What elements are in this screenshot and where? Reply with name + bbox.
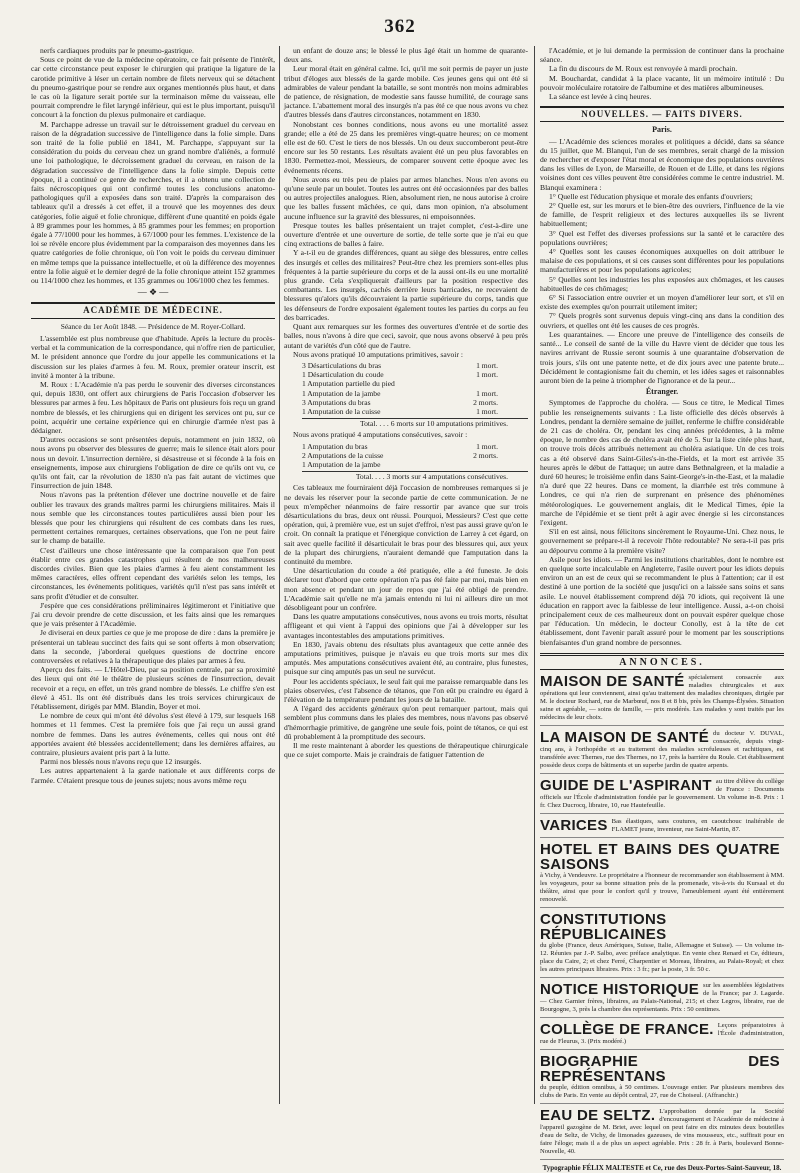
printer-credit: Typographie FÉLIX MALTESTE et Ce, rue des Deux-Portes-Saint-Sauveur, 18. bbox=[542, 1164, 782, 1172]
paragraph: 7° Quels progrès sont survenus depuis vingt-cinq ans dans la condition des ouvriers, et quelles ont été les causes de ces progrès. bbox=[540, 311, 784, 330]
paragraph: Les quarantaines. — Encore une preuve de l'intelligence des conseils de santé... Le conseil de santé de la ville du Havre vient de décider que tous les navires arrivant de Russie seront soumis à une quarantaine d'observation de trois jours, s'ils ont une patente nette, et de dix jours avec une patente brute... Décidément le contagionisme fait du chemin, et les idées sages et raisonnables auront bien de la peine à triompher de l'ignorance et de la peur... bbox=[540, 329, 784, 385]
paragraph: La fin du discours de M. Roux est renvoyée à mardi prochain. bbox=[549, 64, 738, 74]
ad-title: HOTEL ET BAINS DES QUATRE SAISONS bbox=[540, 841, 780, 873]
ad-title: EAU DE SELTZ. bbox=[540, 1107, 656, 1124]
table-row bbox=[302, 361, 528, 370]
ad-text: spécialement consacrée aux maladies chirurgicales et aux opérations qui leur conviennent, ainsi qu'au traitement des maladies chroniques, dirigée par M. le docteur Rochard, rue de Marbœuf, nos 8 et 8 bis, près les Champs-Élysées. Situation saine et agréable, — soins de famille, — prix modérés. Les malades y sont traités par les médecins de leur choix. bbox=[540, 674, 784, 721]
paragraph: Une désarticulation du coude a été pratiquée, elle a été funeste. Je dois déclarer tout d'abord que cette opération n'a pas été faite par moi, mais bien en mon absence et pendant un jour de repos que j'ai été obligé de prendre. L'Académie sait qu'elle ne m'a jamais entendu ni lui ni ailleurs dire un mot désobligeant pour un confrère. bbox=[284, 566, 528, 612]
column-divider bbox=[534, 46, 535, 1104]
advertisement bbox=[540, 982, 784, 1018]
secondary-intro: Nous avons pratiqué 4 amputations consécutives, savoir : bbox=[293, 430, 468, 440]
paragraph: L'assemblée est plus nombreuse que d'habitude. Après la lecture du procès-verbal et la communication de la correspondance, qui n'offre rien de particulier, M. le président annonce que l'ordre du jour appelle les communications et la discussion sur les plaies d'armes à feu. M. Roux, premier orateur inscrit, est invité à monter à la tribune. bbox=[31, 333, 275, 380]
table-row bbox=[302, 379, 528, 388]
paragraph: Aperçu des faits. — L'Hôtel-Dieu, par sa position centrale, par sa proximité des lieux qui ont été le théâtre de plusieurs scènes de l'insurrection, devait recevoir et a reçu, en effet, un très grand nombre de blessés. Le chiffre s'en est élevé à 451. Ils ont été distribués dans les trois services chirurgicaux de l'établissement, dirigés par MM. Blandin, Boyer et moi. bbox=[31, 665, 275, 712]
row-label: 1 Amputation de la jambe bbox=[302, 459, 381, 469]
paragraph: M. Bouchardat, candidat à la place vacante, lit un mémoire intitulé : Du pouvoir moléculaire rotatoire de l'albumine et des matières albumineuses. bbox=[540, 73, 784, 92]
ornament-divider: — ❖ — bbox=[137, 287, 169, 298]
row-label: 1 Amputation partielle du pied bbox=[302, 379, 395, 389]
amputation-table-primary bbox=[302, 361, 528, 416]
paragraph: La séance est levée à cinq heures. bbox=[549, 92, 652, 102]
row-value: 1 mort. bbox=[476, 406, 498, 416]
row-label: 1 Désarticulation du coude bbox=[302, 370, 384, 380]
paragraph: Pour les accidents spéciaux, le seul fait qui me paraisse remarquable dans les plaies observées, c'est l'absence de tétanos, que l'on eût pu craindre eu égard à l'élévation de la température pendant les jours de la bataille. bbox=[284, 676, 528, 705]
ad-title: LA MAISON DE SANTÉ bbox=[540, 729, 710, 746]
ad-text: du peuple, édition omnibus, à 50 centimes. L'ouvrage entier. Par plusieurs membres des clubs de Paris. En vente au dépôt central, 27, rue de Choiseul. (Affranchir.) bbox=[540, 1084, 784, 1099]
paragraph: Nous avons pratiqué 10 amputations primitives, savoir : bbox=[293, 349, 463, 359]
paragraph: En 1830, j'avais obtenu des résultats plus avantageux que cette année des amputations primitives, puisque je n'avais eu que trois morts sur mes dix amputés. Mes amputations consécutives avaient été, au contraire, plus funestes, puisque sur cinq amputés pas un seul ne survécut. bbox=[284, 639, 528, 677]
ad-text: à Vichy, à Vendeuvre. Le propriétaire a l'honneur de recommander son établissement à MM. les voyageurs, pour sa bonne situation près de la promenade, vis-à-vis du Kursaal et du théâtre, ainsi que pour le confort qu'il y trouve, l'ameublement ayant été entièrement renouvelé. bbox=[540, 872, 784, 903]
row-label: 3 Désarticulations du bras bbox=[302, 360, 382, 370]
column-1 bbox=[31, 46, 275, 1104]
row-value: 1 mort. bbox=[476, 388, 498, 398]
advertisement bbox=[540, 912, 784, 978]
subsection-paris: Paris. bbox=[652, 125, 672, 135]
advertisement bbox=[540, 730, 784, 774]
column-3 bbox=[540, 46, 784, 1172]
paragraph: un enfant de douze ans; le blessé le plus âgé était un homme de quarante-deux ans. bbox=[284, 46, 528, 65]
table-row bbox=[302, 398, 528, 407]
paragraph: Asile pour les idiots. — Parmi les institutions charitables, dont le nombre est en quelque sorte incalculable en Angleterre, l'asile ouvert pour les idiots depuis environ un an est de ceux qui se recommandent le plus à l'attention; car il est destiné à une portion de la société que jusqu'ici on a laissée sans soins et sans asile. Le nouvel établissement comprend déjà 70 idiots, qui reçoivent là une éducation en rapport avec la faiblesse de leur intelligence. Aussi, a-t-on choisi principalement ceux de ces malheureux dont on pouvait espérer quelque chose par l'éducation. Un médecin, le docteur Conolly, est à la tête de cet établissement, dont l'avenir paraît assuré pour le moment par les souscriptions bienfaisantes d'un grand nombre de personnes. bbox=[540, 554, 784, 647]
advertisement bbox=[540, 674, 784, 726]
ad-text: du globe (France, deux Amériques, Suisse, Italie, Allemagne et Suisse). — Un volume in-12. Réunies par J.-P. Salbo, avec préface analytique. En vente chez Renard et Ce, éditeurs, place du Caire, 2; et chez Ferré, Charpentier et Moreau, libraires, au Palais-Royal; et chez les autres principaux libraires. Prix : 3 fr.; par la poste, 3 fr. 50 c. bbox=[540, 942, 784, 973]
paragraph: 5° Quelles sont les industries les plus exposées aux chômages, et les causes habituelles de ces chômages; bbox=[540, 274, 784, 293]
ad-text: L'approbation donnée par la Société d'encouragement et l'Académie de médecine à l'appareil gazogène de M. Briet, avec lequel on peut faire en dix minutes deux bouteilles d'eau de Seltz, de Vichy, de limonades gazeuses, de vins mousseux, etc., suffirait pour en faire l'éloge; mais il a de plus un aspect agréable. Prix : 28 fr. à Paris, boulevard Bonne-Nouvelle, 40. bbox=[540, 1108, 784, 1155]
paragraph: l'Académie, et je lui demande la permission de continuer dans la prochaine séance. bbox=[540, 46, 784, 65]
column-1-text-bottom bbox=[31, 334, 275, 785]
paragraph: Y a-t-il eu de grandes différences, quant au siège des blessures, entre celles des insurgés et celles des militaires? Peut-être chez les premiers sont-elles plus fréquentes à la partie supérieure du corps et de la aussi ont-ils eu une mortalité plus grande. Cela s'expliquerait d'ailleurs par la position respective des combattants. Les insurgés, cachés derrière leurs barricades, ne recevaient de blessures qu'alors qu'ils découvraient la partie supérieure du corps, tandis que les défenseurs de l'ordre exposaient également toutes les parties du corps au feu des barricades. bbox=[284, 248, 528, 322]
ad-title: COLLÈGE DE FRANCE. bbox=[540, 1021, 714, 1038]
page-number: 362 bbox=[384, 16, 416, 37]
ad-title: MAISON DE SANTÉ bbox=[540, 673, 685, 690]
table-total-secondary: Total. . . . 3 morts sur 4 amputations consécutives. bbox=[302, 471, 528, 481]
ad-title: CONSTITUTIONS RÉPUBLICAINES bbox=[540, 911, 667, 943]
row-value: 1 mort. bbox=[476, 370, 498, 380]
paragraph: Nous n'avons pas la prétention d'élever une doctrine nouvelle et de faire oublier les travaux des grands maîtres parmi les chirurgiens militaires. Mais il nous semble que les circonstances toutes particulières aussi bien pour les blessés que pour les chirurgiens qui résultent de ces combats dans les rues, permettent certaines remarques, certaines observations, que l'on ne peut faire sur le champ de bataille. bbox=[31, 490, 275, 546]
column-2-text-a bbox=[284, 46, 528, 359]
paragraph: 6° Si l'association entre ouvrier et un moyen d'améliorer leur sort, et s'il en existe des exemples qu'on pourrait utilement imiter; bbox=[540, 293, 784, 312]
advertisement bbox=[540, 778, 784, 814]
column-divider bbox=[279, 46, 280, 1104]
paragraph: Sous ce point de vue de la médecine opératoire, ce fait présente de l'intérêt, car cette circonstance peut exposer le chirurgien qui pratique la ligature de la carotide primitive à léser un certain nombre de filets nerveux qui se détachent du pneumo-gastrique pour se rendre aux organes mentionnés plus haut, et dans le cas où la ligature serait portée sur la terminaison même du vaisseau, elle pourrait comprendre le filet laryngé inférieur, qui est le plus important, puisqu'il concourt à la fonction du plexus pulmonaire et cardiaque. bbox=[31, 55, 275, 120]
paragraph: A l'égard des accidents généraux qu'on peut remarquer partout, mais qui semblent plus communs dans les plaies des membres, nous n'avons pas observé d'hémorrhagie primitive, de gangrène une seule fois, point de tétanos, ce qui est dû probablement à la promptitude des secours. bbox=[284, 704, 528, 741]
advertisement bbox=[540, 1054, 784, 1104]
ad-text: sur les assemblées législatives de la France; par J. Lagarde. — Chez Garnier frères, libraires, au Palais-National, 215; et chez Legros, libraire, rue de Bourgogne, 3, près la chambre des représentants. Prix : 50 centimes. bbox=[540, 982, 784, 1013]
amputation-table-secondary bbox=[302, 442, 528, 470]
advertisement bbox=[540, 818, 784, 838]
foreign-news bbox=[540, 398, 784, 646]
paragraph: M. Roux : L'Académie n'a pas perdu le souvenir des diverses circonstances qui, depuis 1830, ont offert aux chirurgiens de Paris l'occasion d'observer les blessures par armes à feu. Les hôpitaux de Paris ont plusieurs fois reçu un grand nombre de blessés, et les chirurgiens qui en dirigent les services ont pu, sur ce point, acquérir une certaine expérience qui en chirurgie d'armée n'est pas à dédaigner. bbox=[31, 379, 275, 435]
table-row bbox=[302, 370, 528, 379]
paragraph: Parmi nos blessés nous n'avons reçu que 12 insurgés. bbox=[40, 757, 202, 767]
paragraph: Il me reste maintenant à aborder les questions de thérapeutique chirurgicale que ce sujet comporte. Mais je craindrais de fatiguer l'attention de bbox=[284, 741, 528, 760]
row-value: 1 mort. bbox=[476, 441, 498, 451]
row-label: 1 Amputation de la cuisse bbox=[302, 406, 381, 416]
column-3-text-top bbox=[540, 46, 784, 101]
row-value: 2 morts. bbox=[473, 450, 498, 460]
paragraph: 2° Quelle est, sur les mœurs et le bien-être des ouvriers, l'influence de la vie de famille, de l'esprit religieux et des lectures auxquelles ils se livrent habituellement; bbox=[540, 201, 784, 229]
ad-text: Leçons préparatoires à l'École d'administration, rue de Fleurus, 3. (Prix modéré.) bbox=[540, 1022, 784, 1045]
paragraph: Les autres appartenaient à la garde nationale et aux différents corps de l'armée. C'étaient presque tous de jeunes sujets; nous avons même reçu bbox=[31, 766, 275, 785]
paragraph: Leur moral était en général calme. Ici, qu'il me soit permis de payer un juste tribut d'éloges aux blessés de la garde mobile. Ces jeunes gens qui ont été si admirables de valeur pendant la bataille, se sont montrés non moins admirables de patience, de résignation, de modestie sans fausse humilité, de courage sans jactance. L'abattement moral des insurgés n'a pas été ce que nous avons vu chez d'autres blessés dans d'autres circonstances, notamment en 1830. bbox=[284, 64, 528, 120]
ad-title: VARICES bbox=[540, 817, 608, 834]
advertisement bbox=[540, 842, 784, 908]
column-2-text-b bbox=[284, 483, 528, 759]
section-title-academie: ACADÉMIE DE MÉDECINE. bbox=[31, 302, 275, 318]
paragraph: Presque toutes les balles présentaient un trajet complet, c'est-à-dire une ouverture d'entrée et une ouverture de sortie, de telle sorte que je n'ai eu que cinq extractions de balles à faire. bbox=[284, 220, 528, 249]
table-total-primary: Total. . . . 6 morts sur 10 amputations primitives. bbox=[302, 418, 528, 428]
paris-news bbox=[540, 137, 784, 385]
annonces-title: ANNONCES. bbox=[540, 653, 784, 670]
paragraph: C'est d'ailleurs une chose intéressante que la comparaison que l'on peut établir entre ces grandes catastrophes qui résultent de nos malheureuses discordes civiles. Bien que les plaies d'armes à feu aient constamment les mêmes caractères, elles offrent cependant des variétés selon les temps, les circonstances, les événements politiques, variétés qu'il n'est pas sans intérêt et sans profit d'étudier et de consulter. bbox=[31, 545, 275, 601]
paragraph: Quant aux remarques sur les formes des ouvertures d'entrée et de sortie des balles, nous n'avons à dire que ceci, savoir, que nous avons observé à peu près autant de variétés d'un côté que de l'autre. bbox=[284, 322, 528, 350]
subsection-etranger: Étranger. bbox=[645, 387, 679, 397]
column-1-text-top bbox=[31, 46, 275, 285]
advertisement bbox=[540, 1108, 784, 1160]
paragraph: Nous avons eu très peu de plaies par armes blanches. Nous n'en avons eu qu'une seule par un boulet. Toutes les autres ont été occasionnées par des balles ou autres projectiles analogues. Rien, absolument rien, ne nous autorise à croire que les balles fussent mâchées, ce qui, dans mon opinion, n'a absolument aucune influence sur la gravité des blessures, ni empoisonnées. bbox=[284, 174, 528, 221]
row-label: 1 Amputation du bras bbox=[302, 441, 368, 451]
paragraph: Symptomes de l'approche du choléra. — Sous ce titre, le Medical Times publie les renseignements suivants : La liste officielle des décès observés à Londres, pendant la dernière semaine de juillet, renferme le chiffre considérable de 21 cas de choléra. Or, pendant les cinq années précédentes, à la même époque, le nombre des cas de choléra avait été de 5. Sur la liste citée plus haut, on trouve trois décès attribués nettement au choléra asiatique. Un de ces trois cas a été observé dans Saint-Giles's-in-the-Fields, et la mort est arrivée 35 heures après le début de l'attaque; un autre dans Bethnalgreen, et la maladie a duré 60 heures; le troisième enfin dans Saint-George's-in-the-East, et la maladie n'a duré que 22 heures. Dans ce moment, la diarrhée est très commune à Londres, ce qui n'a rien de surprenant en présence des phénomènes météorologiques. Le gouvernement anglais, dit le Medical Times, épie la marche de l'épidémie et se tient prêt à agir avec énergie si les circonstances l'exigent. bbox=[540, 398, 784, 527]
paragraph: Le nombre de ceux qui m'ont été dévolus s'est élevé à 179, sur lesquels 168 hommes et 11 femmes. C'est la première fois que j'ai reçu un aussi grand nombre de femmes. Dans les autres événements, celles qui nous ont été apportées avaient été blessées accidentellement; dans les dernières affaires, au contraire, plusieurs avaient pris part à la lutte. bbox=[31, 711, 275, 758]
paragraph: Dans les quatre amputations consécutives, nous avons eu trois morts, résultat affligeant et qui vient à l'appui des opinions que j'ai à développer sur les avantages incontestables des amputations primitives. bbox=[284, 612, 528, 640]
paragraph: J'espère que ces considérations préliminaires légitimeront et l'initiative que j'ai cru devoir prendre de cette discussion, et les faits ainsi que les remarques que je vais présenter à l'Académie. bbox=[31, 600, 275, 629]
table-row bbox=[302, 407, 528, 416]
paragraph: 4° Quelles sont les causes économiques auxquelles on doit attribuer le malaise de ces populations, et si ces causes sont différentes pour les populations manufacturières et pour les populations agricoles; bbox=[540, 247, 784, 275]
row-value: 1 mort. bbox=[476, 360, 498, 370]
table-row bbox=[302, 451, 528, 460]
paragraph: Ces tableaux me fourniraient déjà l'occasion de nombreuses remarques si je ne devais les réserver pour la seconde partie de cette communication. Je ne peux m'empêcher néanmoins de faire ressortir par avance que sur trois désarticulations du bras, deux ont réussi. Pourquoi, Messieurs? C'est que cette opération, qui, à première vue, est un sujet d'effroi, n'est pas aussi grave qu'on le croit. On connaît la pratique et l'énergique conviction de Larrey à cet égard, on sait avec quelle facilité il désarticulait le bras pour des blessures qui, aux yeux de la plupart des chirurgiens, n'auraient demandé que l'amputation dans la continuité du membre. bbox=[284, 483, 528, 566]
ad-title: NOTICE HISTORIQUE bbox=[540, 981, 700, 998]
ad-text: au titre d'élève du collège de France : Documents officiels sur l'École d'administration fondée par le gouvernement. Un volume in-8. Prix : 1 fr. Chez Ducrocq, libraire, 10, rue Hautefeuille. bbox=[540, 778, 784, 809]
paragraph: Nonobstant ces bonnes conditions, nous avons eu une mortalité assez grande; elle a été de 25 dans les premières vingt-quatre heures; on ce moment elle est de 60. C'est le tiers de nos blessés. Un ou deux succomberont peut-être encore sur les 50 restants. Les résultats avaient été un peu plus favorables en 1830. Permettez-moi, Messieurs, de comparer souvent cette époque avec les événements récens. bbox=[284, 119, 528, 175]
row-label: 2 Amputations de la cuisse bbox=[302, 450, 384, 460]
table-row bbox=[302, 460, 528, 469]
ad-title: GUIDE DE L'ASPIRANT bbox=[540, 777, 712, 794]
row-label: 1 Amputation de la jambe bbox=[302, 388, 381, 398]
paragraph: Je diviserai en deux parties ce que je me propose de dire : dans la première je présenterai un tableau succinct des faits qui se sont offerts à mon observation; dans la seconde, j'aborderai quelques questions de doctrine encore controversées et relatives à la thérapeutique des plaies par armes à feu. bbox=[31, 628, 275, 665]
sitting-line: Séance du 1er Août 1848. — Présidence de M. Royer-Collard. bbox=[60, 321, 246, 331]
ad-title: BIOGRAPHIE DES REPRÉSENTANS bbox=[540, 1053, 780, 1085]
advertisements bbox=[540, 674, 784, 1160]
table-row bbox=[302, 442, 528, 451]
paragraph: 3° Quel est l'effet des diverses professions sur la santé et le caractère des populations ouvrières; bbox=[540, 228, 784, 247]
paragraph: S'il en est ainsi, nous félicitons sincèrement le Royaume-Uni. Chez nous, le gouvernement se prépare-t-il à recevoir l'hôte redoutable? Ne sera-t-il pas pris au dépourvu comme à la première visite? bbox=[540, 527, 784, 555]
section-title-nouvelles: NOUVELLES. — FAITS DIVERS. bbox=[540, 106, 784, 122]
row-label: 3 Amputations du bras bbox=[302, 397, 371, 407]
paragraph: 1° Quelle est l'éducation physique et morale des enfants d'ouvriers; bbox=[549, 191, 753, 201]
paragraph: — L'Académie des sciences morales et politiques a décidé, dans sa séance du 15 juillet, que M. Blanqui, l'un de ses membres, serait chargé de la mission de rechercher et d'exposer l'état moral et économique des populations ouvrières dans les villes de Lyon, de Marseille, de Rouen et de Lille, et dans les régions voisines dont ces villes peuvent être considérées comme le centre industriel. M. Blanqui examinera : bbox=[540, 136, 784, 192]
paragraph: nerfs cardiaques produits par le pneumo-gastrique. bbox=[40, 46, 194, 55]
paragraph: D'autres occasions se sont présentées depuis, notamment en juin 1832, où nous avons pu observer des blessures de guerre; mais le silence était alors pour nous un devoir. L'insurrection dernière, si désastreuse et si féconde à la fois en enseignements, impose aux chirurgiens l'obligation de dire ce qu'ils ont vu, ce qu'ils ont fait, car la révolution de 1830 n'a pas fait autant de victimes que l'insurrection de juin 1848. bbox=[31, 435, 275, 491]
advertisement bbox=[540, 1022, 784, 1050]
table-row bbox=[302, 389, 528, 398]
ad-text: Bas élastiques, sans coutures, en caoutchouc inaltérable de FLAMET jeune, inventeur, rue Saint-Martin, 87. bbox=[611, 818, 784, 833]
row-value: 2 morts. bbox=[473, 397, 498, 407]
column-2 bbox=[284, 46, 528, 1104]
paragraph: M. Parchappe adresse un travail sur le détroissement graduel du cerveau en raison de la dégradation successive de l'intelligence dans la folie simple. Dans son traité de la folie publié en 1841, M. Parchappe, s'appuyant sur la considération du poids du cerveau chez un grand nombre d'aliénés, a formulé une loi pathologique, le décroissement graduel du cerveau, en raison de la dégradation successive de l'intelligence dans la folie simple. Depuis cette époque, il a continué ce genre de recherches, et il a obtenu une collection de faits nécroscopiques qui ont confirmé toutes les conclusions anatomo-pathologiques qu'il a exposées dans son traité. D'après la comparaison des tableaux qu'il a dressés à cet effet, il a trouvé que les moyennes des deux catégories, folie aiguë et folie chronique, diffèrent d'une quantité en poids égale à 89 grammes pour les hommes, à 85 grammes pour les femmes; en proportion égale à 77/1000 pour les hommes, à 67/1000 pour les femmes. L'existence de la loi se révèle encore plus évidemment par la comparaison des moyennes dans les quatre catégories de folie chronique, où l'on voit le poids du cerveau diminuer en même temps que la puissance intellectuelle, et où la différence des moyennes entre la folie aiguë et le dernier degré de la folie chronique atteint 152 grammes ou 114/1000 chez les hommes, et 135 grammes ou 106/1000 chez les femmes. bbox=[31, 119, 275, 286]
ad-text: du docteur V. DUVAL, consacrée, depuis vingt-cinq ans, à l'orthopédie et au traitement des maladies scrofuleuses et rachitiques, est transférée avec Thernes, rue des Thernes, no 17, près la barrière du Roule. Cet établissement possède deux corps de bâtiments et un superbe jardin de quatre arpents. bbox=[540, 730, 784, 769]
